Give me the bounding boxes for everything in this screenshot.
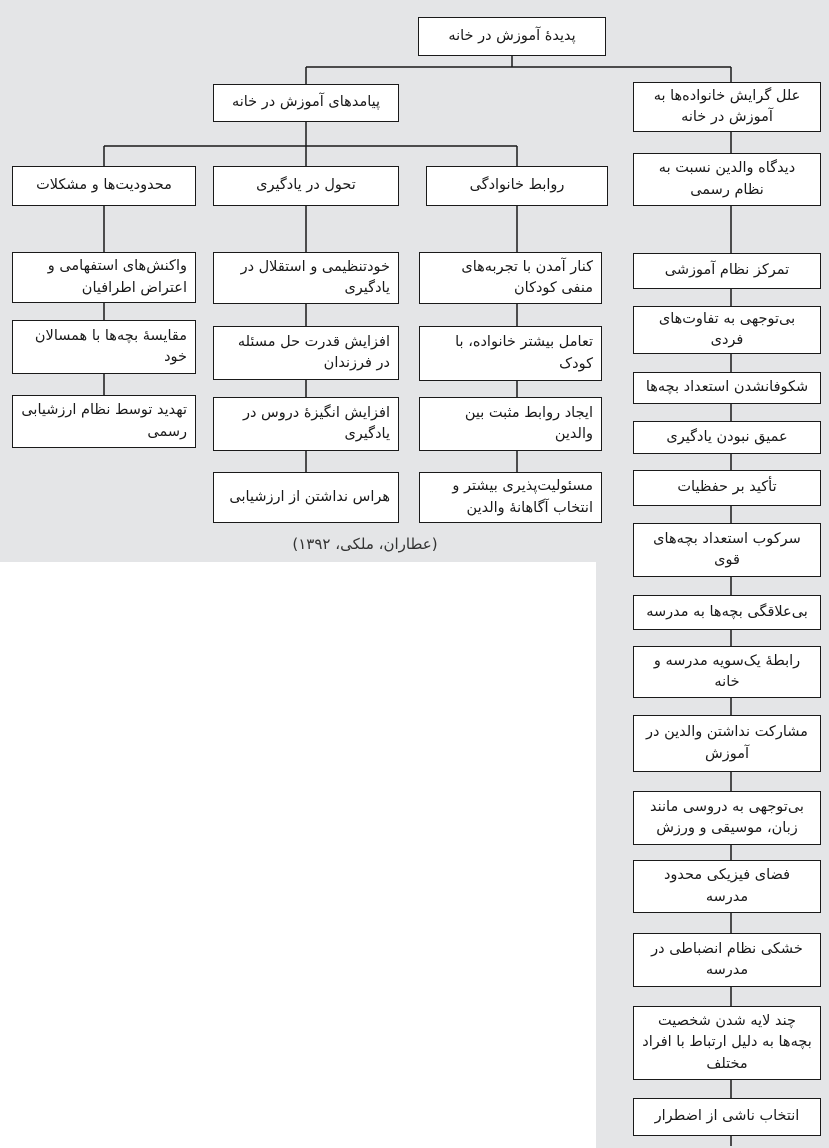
learning-item: [213, 397, 399, 451]
cause-item-label: بی‌توجهی به تفاوت‌های فردی: [658, 310, 796, 348]
limitation-item-label: مقایسهٔ بچه‌ها با همسالان خود: [34, 327, 187, 365]
learning-item: [213, 472, 399, 523]
cause-item-label: عمیق نبودن یادگیری: [666, 428, 788, 445]
cause-item-label: بی‌علاقگی بچه‌ها به مدرسه: [646, 603, 808, 620]
cause-item: [633, 523, 821, 577]
limitation-item-label: واکنش‌های استفهامی و اعتراض اطرافیان: [47, 258, 187, 296]
cause-item-label: انتخاب ناشی از اضطرار: [654, 1108, 800, 1125]
learning-item-label: خودتنظیمی و استقلال در یادگیری: [240, 258, 390, 296]
family-item: [419, 397, 602, 451]
causes-node: [633, 82, 821, 132]
cause-item-label: بی‌توجهی به دروسی مانند زبان، موسیقی و ورزش: [650, 798, 804, 836]
learning-item-label: افزایش قدرت حل مسئله در فرزندان: [237, 333, 390, 371]
column-title-limitations: [12, 166, 196, 206]
cause-item: [633, 470, 821, 506]
column-title-learning-transformation: [213, 166, 399, 206]
family-item-label: کنار آمدن با تجربه‌های منفی کودکان: [461, 258, 593, 296]
root-label: پدیدهٔ آموزش در خانه: [448, 27, 576, 44]
cause-item-label: مشارکت نداشتن والدین در آموزش: [646, 724, 808, 762]
family-item-label: مسئولیت‌پذیری بیشتر و انتخاب آگاهانهٔ والدین: [452, 478, 593, 516]
citation: (عطاران، ملکی، ۱۳۹۲): [292, 535, 438, 553]
cause-item: [633, 933, 821, 987]
cause-item: [633, 306, 821, 354]
limitation-item-label: تهدید توسط نظام ارزشیابی رسمی: [21, 402, 187, 440]
cause-item: [633, 860, 821, 913]
column-title-label: تحول در یادگیری: [256, 177, 356, 194]
cause-item-label: شکوفانشدن استعداد بچه‌ها: [645, 379, 809, 396]
family-item: [419, 472, 602, 523]
cause-item: [633, 791, 821, 845]
consequences-label: پیامدهای آموزش در خانه: [231, 94, 381, 111]
causes-label: علل گرایش خانواده‌ها به آموزش در خانه: [653, 87, 801, 125]
column-title-label: محدودیت‌ها و مشکلات: [36, 177, 172, 194]
limitation-item: [12, 252, 196, 303]
learning-item: [213, 326, 399, 380]
limitation-item: [12, 320, 196, 374]
cause-item: [633, 253, 821, 289]
family-item: [419, 326, 602, 381]
cause-item: [633, 1098, 821, 1136]
cause-item-label: تأکید بر حفظیات: [677, 479, 777, 496]
column-title-family-relations: [426, 166, 608, 206]
causes-subtitle-label: دیدگاه والدین نسبت به نظام رسمی: [658, 160, 796, 198]
family-item-label: تعامل بیشتر خانواده، با کودک: [455, 334, 593, 372]
column-title-label: روابط خانوادگی: [469, 177, 565, 194]
causes-subtitle-node: [633, 153, 821, 206]
cause-item: [633, 595, 821, 630]
learning-item-label: هراس نداشتن از ارزشیابی: [229, 488, 390, 505]
cause-item: [633, 715, 821, 772]
root-node: [418, 17, 606, 56]
cause-item: [633, 1006, 821, 1080]
cause-item: [633, 646, 821, 698]
learning-item: [213, 252, 399, 304]
family-item: [419, 252, 602, 304]
cause-item-label: خشکی نظام انضباطی در مدرسه: [651, 940, 803, 978]
cause-item: [633, 372, 821, 404]
learning-item-label: افزایش انگیزهٔ دروس در یادگیری: [242, 404, 390, 442]
cause-item-label: سرکوب استعداد بچه‌های قوی: [653, 530, 801, 568]
cause-item-label: تمرکز نظام آموزشی: [664, 262, 790, 279]
family-item-label: ایجاد روابط مثبت بین والدین: [464, 404, 593, 442]
cause-item-label: رابطهٔ یک‌سویه مدرسه و خانه: [653, 652, 801, 690]
consequences-node: [213, 84, 399, 122]
cause-item: [633, 421, 821, 454]
limitation-item: [12, 395, 196, 448]
cause-item-label: چند لایه شدن شخصیت بچه‌ها به دلیل ارتباط با افراد مختلف: [642, 1013, 812, 1072]
cause-item-label: فضای فیزیکی محدود مدرسه: [663, 867, 791, 905]
